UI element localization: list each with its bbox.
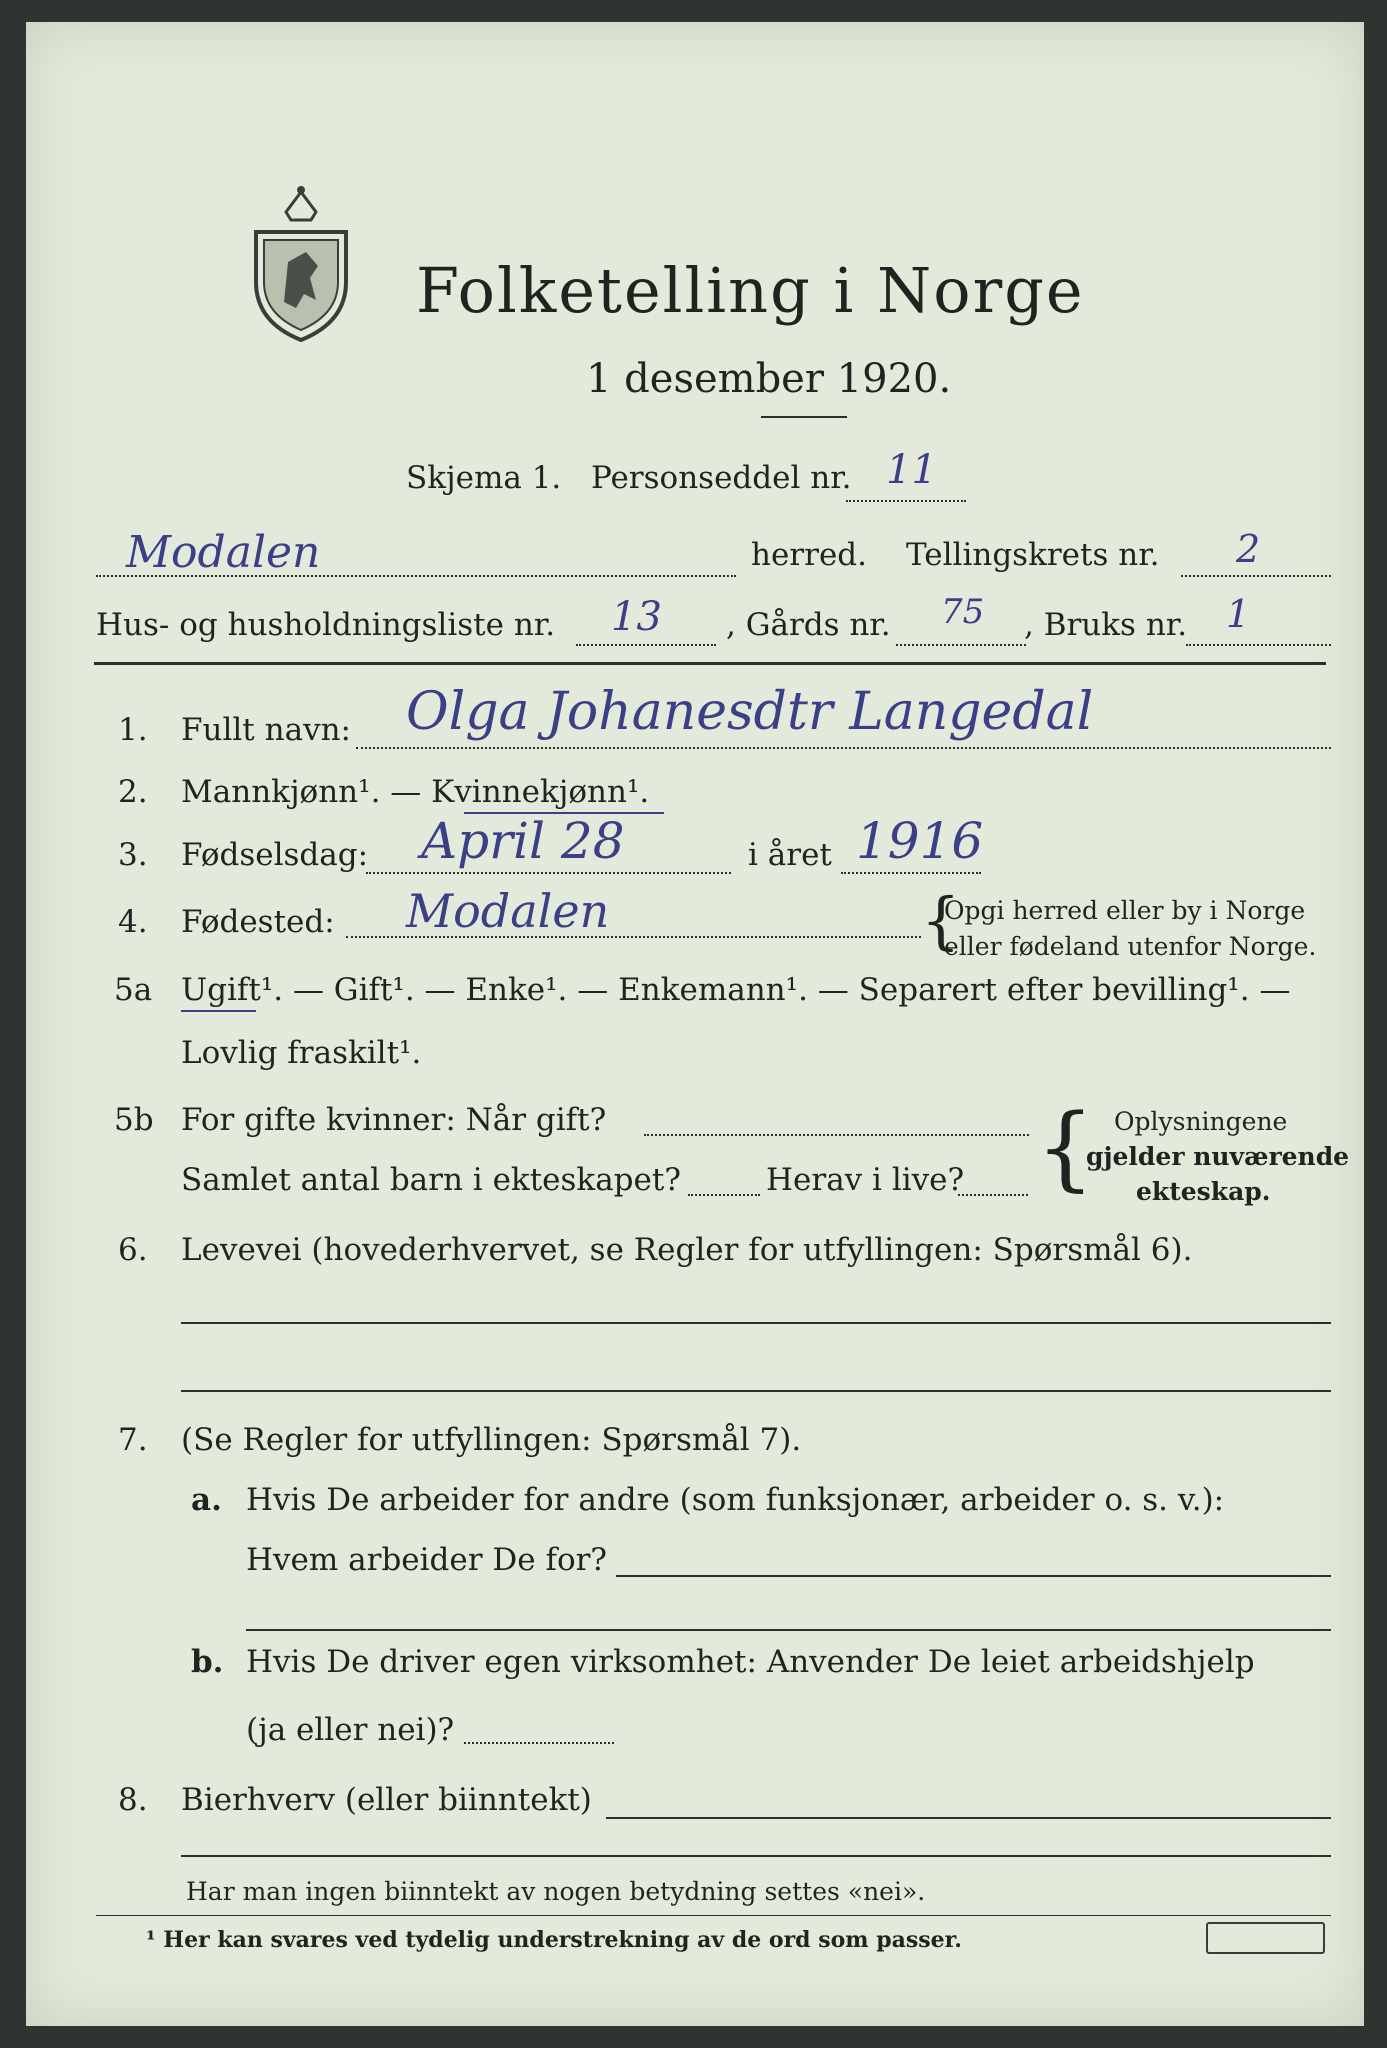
gards-label: , Gårds nr. — [726, 607, 891, 643]
q1-number: 1. — [118, 712, 148, 748]
q6-label: Levevei (hovederhvervet, se Regler for utfyllingen: Spørsmål 6). — [181, 1232, 1193, 1268]
census-form-page — [26, 22, 1364, 2026]
tellingskrets-label: Tellingskrets nr. — [906, 537, 1160, 573]
q3-number: 3. — [118, 837, 148, 873]
q8-line1 — [606, 1817, 1331, 1819]
tellingskrets-number: 2 — [1236, 527, 1261, 571]
q5b-note-line3: ekteskap. — [1136, 1177, 1271, 1206]
herred-label: herred. — [751, 537, 867, 573]
q7a-line2 — [246, 1629, 1331, 1631]
gards-line — [896, 644, 1026, 646]
q4-note-line2: eller fødeland utenfor Norge. — [944, 932, 1317, 961]
q3-date-value: April 28 — [421, 812, 625, 870]
q6-line1 — [181, 1322, 1331, 1324]
q1-label: Fullt navn: — [181, 712, 351, 748]
bruks-label: , Bruks nr. — [1024, 607, 1188, 643]
q5a-label2: Lovlig fraskilt¹. — [181, 1035, 422, 1071]
q4-note-line1: Opgi herred eller by i Norge — [944, 896, 1306, 925]
q8-label: Bierhverv (eller biinntekt) — [181, 1782, 592, 1818]
personseddel-line — [846, 500, 966, 502]
q5b-note-line2: gjelder nuværende — [1086, 1142, 1350, 1171]
q2-number: 2. — [118, 774, 148, 810]
q3-year-value: 1916 — [856, 812, 984, 870]
q8-line2 — [181, 1855, 1331, 1857]
tellingskrets-line — [1181, 575, 1331, 577]
q3-year-line — [841, 872, 981, 874]
hus-label: Hus- og husholdningsliste nr. — [96, 607, 556, 643]
q5a-label: Ugift¹. — Gift¹. — Enke¹. — Enkemann¹. — Separert efter bevilling¹. — — [181, 972, 1291, 1008]
schema-label: Skjema 1. — [406, 460, 562, 496]
q5a-number: 5a — [114, 972, 153, 1008]
footnote: ¹ Her kan svares ved tydelig understrekning av de ord som passer. — [146, 1927, 962, 1953]
q7b-letter: b. — [191, 1644, 224, 1680]
q5b-label3: Herav i live? — [766, 1162, 965, 1198]
personseddel-label: Personseddel nr. — [591, 460, 852, 496]
q6-number: 6. — [118, 1232, 148, 1268]
coat-of-arms-icon — [246, 182, 356, 342]
q5b-brace: { — [1036, 1094, 1095, 1201]
q1-line — [356, 747, 1331, 749]
q7b-label2: (ja eller nei)? — [246, 1712, 455, 1748]
personseddel-number: 11 — [886, 447, 937, 493]
q7-label: (Se Regler for utfyllingen: Spørsmål 7). — [181, 1422, 802, 1458]
q3-date-line — [366, 872, 731, 874]
q6-line2 — [181, 1390, 1331, 1392]
q5b-number: 5b — [114, 1102, 154, 1138]
q5b-gift-line — [644, 1134, 1029, 1136]
bottom-note: Har man ingen biinntekt av nogen betydning settes «nei». — [186, 1877, 926, 1906]
q4-number: 4. — [118, 904, 148, 940]
q3-label: Fødselsdag: — [181, 837, 369, 873]
q7-number: 7. — [118, 1422, 148, 1458]
q7a-label2: Hvem arbeider De for? — [246, 1542, 608, 1578]
q4-label: Fødested: — [181, 904, 335, 940]
hus-number: 13 — [611, 594, 662, 640]
q7a-label: Hvis De arbeider for andre (som funksjonær, arbeider o. s. v.): — [246, 1482, 1225, 1518]
footnote-divider — [96, 1915, 1331, 1916]
q4-value: Modalen — [406, 884, 610, 938]
q7b-label: Hvis De driver egen virksomhet: Anvender De leiet arbeidshjelp — [246, 1644, 1255, 1680]
hus-line — [576, 644, 716, 646]
q5b-label: For gifte kvinner: Når gift? — [181, 1102, 607, 1138]
q4-brace: { — [921, 884, 961, 957]
herred-line — [96, 575, 736, 577]
gards-number: 75 — [941, 592, 985, 632]
census-date: 1 desember 1920. — [586, 356, 952, 402]
title-underline — [761, 416, 847, 418]
herred-value: Modalen — [126, 527, 321, 578]
q5b-barn-line — [688, 1194, 760, 1196]
q5b-note-line1: Oplysningene — [1114, 1107, 1288, 1136]
header-divider — [94, 662, 1326, 665]
q2-label: Mannkjønn¹. — Kvinnekjønn¹. — [181, 774, 650, 810]
q7b-line — [464, 1742, 614, 1744]
bruks-number: 1 — [1226, 592, 1251, 636]
printer-stamp — [1206, 1922, 1325, 1954]
q5b-live-line — [958, 1194, 1028, 1196]
q1-value: Olga Johanesdtr Langedal — [406, 682, 1094, 742]
q7a-line1 — [616, 1575, 1331, 1577]
bruks-line — [1186, 644, 1331, 646]
q8-number: 8. — [118, 1782, 148, 1818]
q7a-letter: a. — [191, 1482, 222, 1518]
q3-year-label: i året — [748, 837, 832, 873]
q5a-ugift-underline — [181, 1010, 256, 1012]
form-title: Folketelling i Norge — [416, 254, 1085, 327]
q5b-label2: Samlet antal barn i ekteskapet? — [181, 1162, 681, 1198]
